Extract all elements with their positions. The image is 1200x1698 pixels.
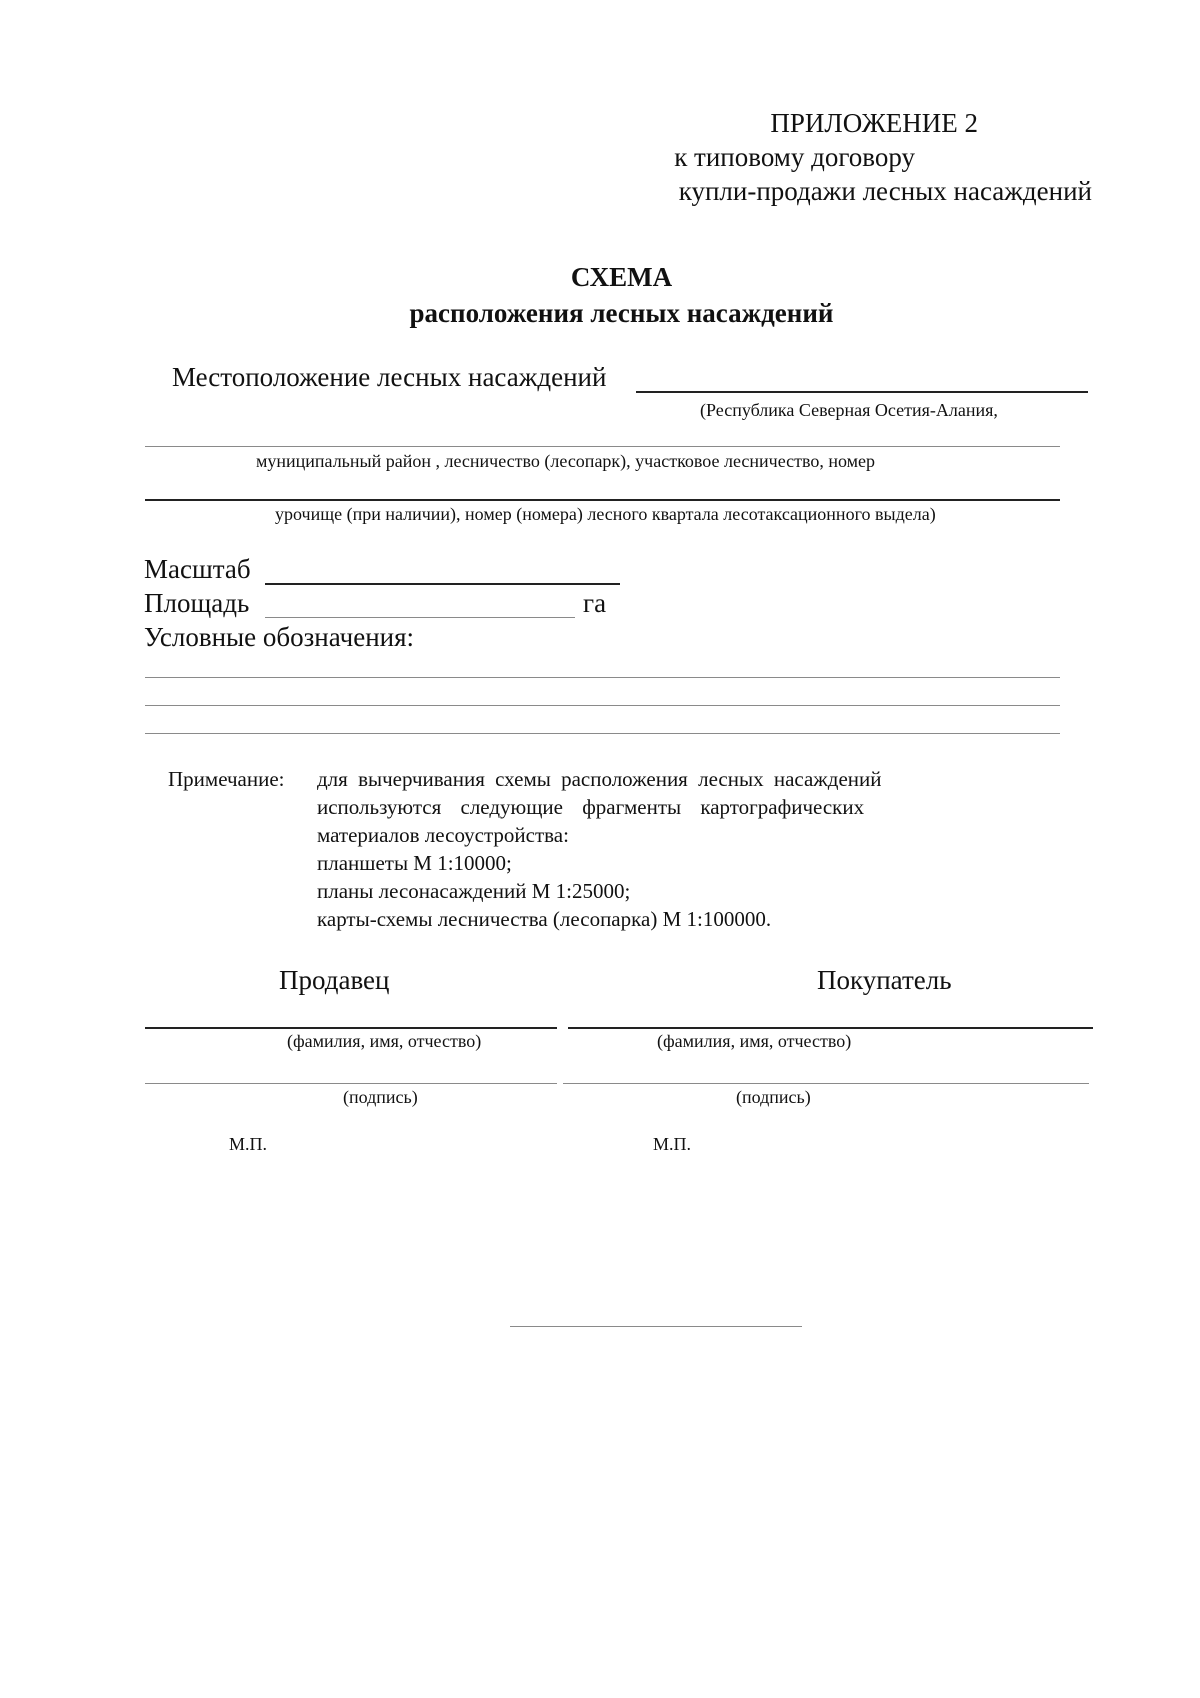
- buyer-name-line[interactable]: [568, 1027, 1093, 1029]
- footer-separator: [510, 1326, 802, 1327]
- seller-signature-caption: (подпись): [343, 1087, 418, 1107]
- seller-stamp: М.П.: [229, 1134, 268, 1154]
- note-line-1: для вычерчивания схемы расположения лесных насаждений: [317, 767, 882, 791]
- appendix-contract-name: купли-продажи лесных насаждений: [678, 176, 1092, 206]
- note-line-2: используются следующие фрагменты картографических: [317, 795, 865, 819]
- buyer-signature-line[interactable]: [563, 1083, 1089, 1084]
- location-caption-quarter: урочище (при наличии), номер (номера) лесного квартала лесотаксационного выдела): [275, 504, 936, 524]
- area-field-line[interactable]: [265, 617, 575, 618]
- scale-label: Масштаб: [144, 554, 251, 584]
- buyer-signature-caption: (подпись): [736, 1087, 811, 1107]
- document-title: СХЕМА: [570, 262, 673, 292]
- seller-name-line[interactable]: [145, 1027, 557, 1029]
- scale-field-line[interactable]: [265, 583, 620, 585]
- appendix-number: ПРИЛОЖЕНИЕ 2: [770, 108, 978, 138]
- legend-line-1[interactable]: [145, 677, 1060, 678]
- buyer-stamp: М.П.: [653, 1134, 692, 1154]
- seller-name-caption: (фамилия, имя, отчество): [287, 1031, 482, 1051]
- note-label: Примечание:: [168, 767, 285, 791]
- note-line-4: планшеты М 1:10000;: [317, 851, 512, 875]
- seller-heading: Продавец: [279, 965, 390, 995]
- note-line-5: планы лесонасаждений М 1:25000;: [317, 879, 631, 903]
- area-unit: га: [583, 588, 607, 618]
- location-field-line[interactable]: [636, 391, 1088, 393]
- area-label: Площадь: [144, 588, 250, 618]
- note-line-3: материалов лесоустройства:: [317, 823, 569, 847]
- location-caption-district: муниципальный район , лесничество (лесопарк), участковое лесничество, номер: [256, 451, 876, 471]
- seller-signature-line[interactable]: [145, 1083, 557, 1084]
- buyer-name-caption: (фамилия, имя, отчество): [657, 1031, 852, 1051]
- legend-line-2[interactable]: [145, 705, 1060, 706]
- legend-line-3[interactable]: [145, 733, 1060, 734]
- location-field-line-3[interactable]: [145, 499, 1060, 501]
- location-field-line-2[interactable]: [145, 446, 1060, 447]
- legend-label: Условные обозначения:: [144, 622, 415, 652]
- location-caption-region: (Республика Северная Осетия-Алания,: [700, 400, 998, 420]
- buyer-heading: Покупатель: [817, 965, 952, 995]
- note-line-6: карты-схемы лесничества (лесопарка) М 1:100000.: [317, 907, 772, 931]
- location-label: Местоположение лесных насаждений: [172, 362, 607, 392]
- document-subtitle: расположения лесных насаждений: [409, 298, 834, 328]
- appendix-subtitle: к типовому договору: [674, 142, 915, 172]
